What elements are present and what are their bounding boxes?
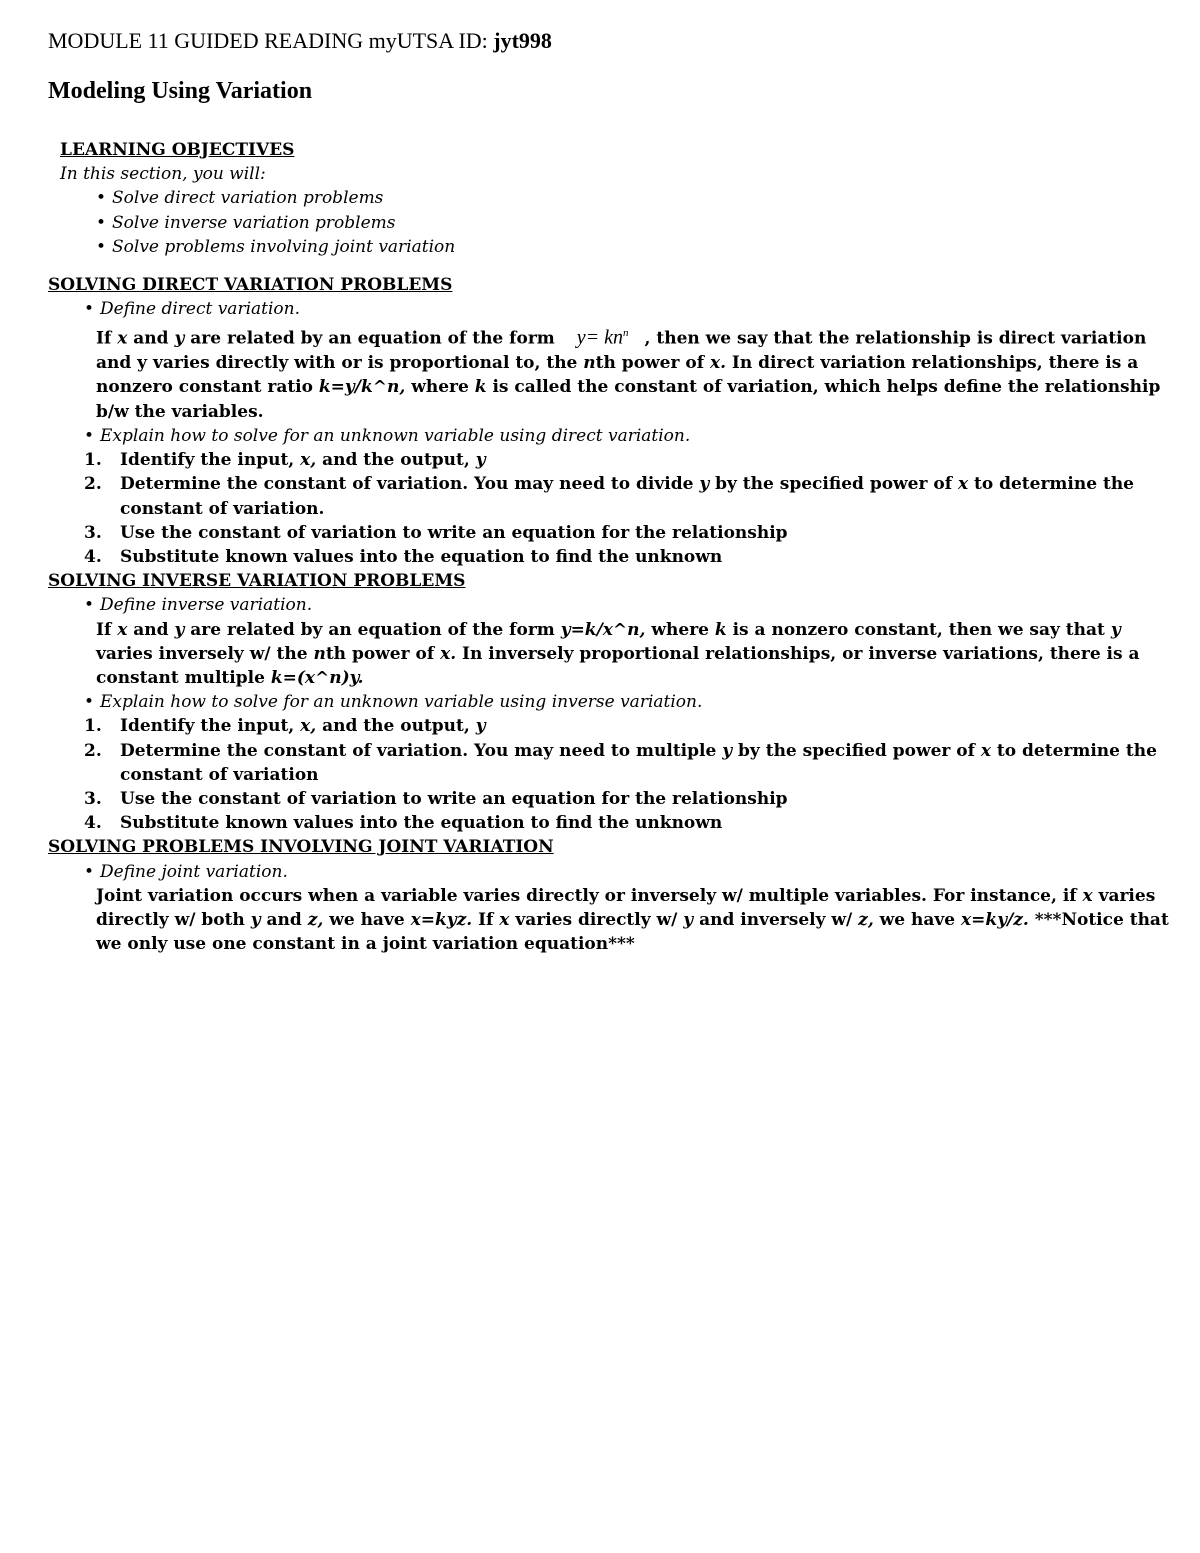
var-x: x <box>499 909 510 930</box>
list-item <box>48 472 1178 520</box>
text: is a nonzero constant, then we say that <box>726 619 1111 640</box>
text: th power of <box>595 353 710 374</box>
list-item: • Solve direct variation problems <box>112 186 1178 210</box>
text: If <box>96 329 118 350</box>
inverse-define-prompt: • Define inverse variation. <box>48 593 1178 617</box>
var-n: n <box>313 643 326 664</box>
text: Determine the constant of variation. You may need to multiple <box>120 740 723 761</box>
step-number: 2. <box>84 740 102 761</box>
var-n: n <box>583 353 596 374</box>
direct-steps <box>48 448 1178 569</box>
direct-heading: SOLVING DIRECT VARIATION PROBLEMS <box>48 275 453 296</box>
list-item <box>48 521 1178 545</box>
learning-objectives <box>48 138 1178 259</box>
formula-joint: x=kyz. <box>410 909 473 930</box>
text: th power of <box>325 643 441 664</box>
formula-joint-inverse: x=ky/z. <box>961 909 1029 930</box>
text: are related by an equation of the form <box>184 329 555 350</box>
inverse-explain-prompt: • Explain how to solve for an unknown variable using inverse variation. <box>48 690 1178 714</box>
var-y: y <box>1110 619 1121 640</box>
joint-variation-section <box>48 835 1178 956</box>
step-number: 4. <box>84 813 102 834</box>
formula-ratio: k=y/k^n, <box>318 377 406 398</box>
text: and <box>127 329 175 350</box>
var-y: y <box>683 909 694 930</box>
list-item <box>48 448 1178 472</box>
text: where <box>645 619 715 640</box>
list-item <box>48 545 1178 569</box>
direct-definition <box>48 321 1178 423</box>
list-item <box>48 739 1178 787</box>
text: where <box>405 377 475 398</box>
var-k: k <box>474 377 487 398</box>
formula-direct <box>555 321 645 350</box>
text: If <box>96 619 118 640</box>
text: and inversely w/ <box>693 909 859 930</box>
formula-multiple: k=(x^n)y. <box>270 667 364 688</box>
var-z: z, <box>858 909 874 930</box>
id-label: myUTSA ID: <box>368 28 488 53</box>
text: and <box>127 619 175 640</box>
text: by the specified power of <box>732 740 981 761</box>
var: x, <box>300 716 317 737</box>
text: Identify the input, <box>120 716 301 737</box>
step-number: 1. <box>84 450 102 471</box>
step-number: 3. <box>84 788 102 809</box>
text: we have <box>873 909 962 930</box>
step-number: 4. <box>84 546 102 567</box>
text: Identify the input, <box>120 450 301 471</box>
text: Joint variation occurs when a variable varies directly or inversely w/ multiple variables. For instance, if <box>96 885 1083 906</box>
var-y: y <box>174 329 185 350</box>
inverse-heading: SOLVING INVERSE VARIATION PROBLEMS <box>48 571 466 592</box>
text: Use the constant of variation to write an equation for the relationship <box>120 788 788 809</box>
text: varies directly w/ <box>509 909 684 930</box>
var: x <box>980 740 991 761</box>
header-line <box>48 28 552 54</box>
inverse-steps <box>48 714 1178 835</box>
var: x, <box>300 450 317 471</box>
var: y <box>475 716 486 737</box>
step-number: 3. <box>84 522 102 543</box>
list-item: • Solve inverse variation problems <box>112 211 1178 235</box>
text: and the output, <box>316 450 476 471</box>
var-x: x <box>1082 885 1093 906</box>
formula-sup: n <box>623 327 629 340</box>
formula-inverse: y=k/x^n, <box>560 619 646 640</box>
text: In direct variation relationships, there is a nonzero constant ratio <box>96 353 1139 398</box>
text: If <box>472 909 500 930</box>
text: , then we say that the relationship is direct variation and y varies directly with or is proportional to, the <box>96 329 1147 374</box>
text: we have <box>323 909 411 930</box>
list-item <box>48 787 1178 811</box>
text: Use the constant of variation to write an equation for the relationship <box>120 522 788 543</box>
text: to determine the constant of variation <box>120 740 1157 785</box>
var: y <box>722 740 733 761</box>
direct-variation-section <box>48 273 1178 569</box>
direct-define-prompt: • Define direct variation. <box>48 297 1178 321</box>
text: varies directly w/ both <box>96 885 1156 930</box>
var: y <box>475 450 486 471</box>
joint-define-prompt: • Define joint variation. <box>48 860 1178 884</box>
var-k: k <box>714 619 727 640</box>
step-number: 1. <box>84 716 102 737</box>
joint-heading: SOLVING PROBLEMS INVOLVING JOINT VARIATION <box>48 837 554 858</box>
var-x: x <box>117 329 128 350</box>
var: y <box>699 474 710 495</box>
objectives-heading: LEARNING OBJECTIVES <box>60 140 295 160</box>
text: are related by an equation of the form <box>184 619 561 640</box>
text: by the specified power of <box>709 474 958 495</box>
module-label: MODULE 11 GUIDED READING <box>48 28 364 53</box>
formula-text: y= kn <box>576 327 624 350</box>
text: is called the constant of variation, which helps define the relationship b/w the variables. <box>96 377 1161 422</box>
text: to determine the constant of variation. <box>120 474 1135 519</box>
var-y: y <box>174 619 185 640</box>
var-x: x. <box>709 353 726 374</box>
objectives-intro: In this section, you will: <box>60 164 266 185</box>
text: ***Notice that we only use one constant in a joint variation equation*** <box>96 909 1169 955</box>
step-number: 2. <box>84 474 102 495</box>
text: and <box>260 909 308 930</box>
page-title: Modeling Using Variation <box>48 78 313 104</box>
direct-explain-prompt: • Explain how to solve for an unknown variable using direct variation. <box>48 424 1178 448</box>
var-x: x. <box>440 643 457 664</box>
joint-definition <box>48 884 1178 957</box>
var-z: z, <box>307 909 324 930</box>
list-item <box>48 714 1178 738</box>
text: In inversely proportional relationships, or inverse variations, there is a constant multiple <box>96 643 1140 688</box>
var-y: y <box>250 909 261 930</box>
document-body <box>48 138 1178 956</box>
list-item: • Solve problems involving joint variation <box>112 235 1178 259</box>
id-value: jyt998 <box>493 28 552 53</box>
text: varies inversely w/ the <box>96 643 314 664</box>
text: Substitute known values into the equation to find the unknown <box>120 813 723 834</box>
spacer <box>48 259 1178 273</box>
text: and the output, <box>316 716 476 737</box>
var: x <box>957 474 969 495</box>
text: Substitute known values into the equation to find the unknown <box>120 546 723 567</box>
inverse-definition <box>48 618 1178 691</box>
list-item <box>48 811 1178 835</box>
objectives-list <box>60 186 1178 259</box>
inverse-variation-section <box>48 569 1178 835</box>
var-x: x <box>117 619 128 640</box>
text: Determine the constant of variation. You may need to divide <box>120 474 700 495</box>
